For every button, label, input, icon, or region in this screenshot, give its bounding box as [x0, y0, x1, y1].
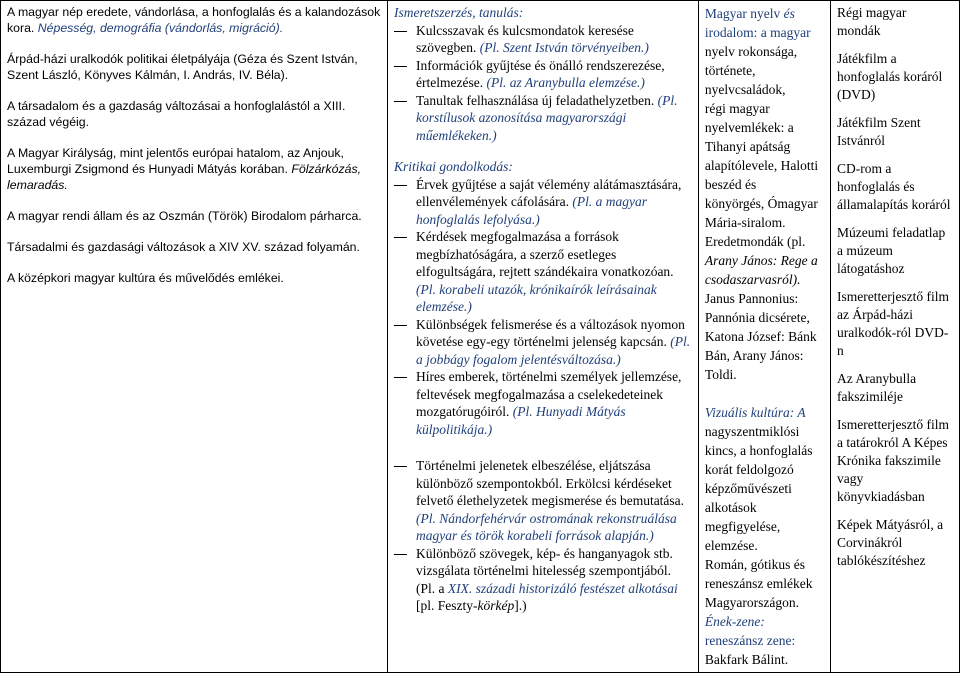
connection-line: nagyszentmiklósi	[704, 424, 800, 439]
list-item: Információk gyűjtése és önálló rendszerezése, értelmezése. (Pl. az Aranybulla elemzése.)	[394, 57, 692, 92]
topic-paragraph	[7, 145, 381, 193]
connection-line: története,	[704, 63, 756, 78]
resource-item: Ismeretterjesztő film az Árpád-házi uralkodók-ról DVD-n	[836, 289, 950, 358]
connection-line: Eredetmondák (pl.	[704, 234, 806, 249]
list-item: Különböző szövegek, kép- és hanganyagok stb. vizsgálata történelmi hitelesség szempontjából. (Pl. a XIX. századi historizáló festészet alkotásai [pl. Feszty-körkép].)	[394, 545, 692, 615]
connection-line: Bakfark Bálint.	[704, 652, 789, 667]
connection-line: reneszánsz zene:	[704, 633, 796, 648]
connection-line: korát feldolgozó	[704, 462, 794, 477]
connection-line: alkotások	[704, 500, 757, 515]
spacer	[705, 384, 824, 403]
skills-list	[394, 457, 692, 615]
connection-line: kincs, a honfoglalás	[704, 443, 813, 458]
connection-line: nyelvemlékek: a	[704, 120, 794, 135]
connection-line: könyörgés, Ómagyar	[704, 196, 818, 211]
list-item: Híres emberek, történelmi személyek jellemzése, feltevések megfogalmazása a cselekedeteinek mozgatórugóiról. (Pl. Hunyadi Mátyás külpolitikája.)	[394, 368, 692, 438]
skills-column	[388, 1, 699, 673]
topic-paragraph: Társadalmi és gazdasági változások a XIV XV. század folyamán.	[7, 240, 360, 254]
resource-item: CD-rom a honfoglalás és államalapítás koráról	[836, 161, 951, 212]
resource-item: Játékfilm Szent Istvánról	[836, 115, 921, 148]
topic-text: A magyar nép eredete, vándorlása, a honfoglalás és a kalandozások kora.	[7, 5, 381, 35]
connection-line: Magyarországon.	[704, 595, 799, 610]
topics-column	[1, 1, 388, 673]
topic-paragraph	[7, 4, 381, 36]
connection-line: képzőművészeti	[704, 481, 792, 496]
topic-paragraph: A magyar rendi állam és az Oszmán (Török) Birodalom párharca.	[7, 209, 362, 223]
connection-line: megfigyelése,	[704, 519, 781, 534]
topic-text: A Magyar Királyság, mint jelentős európai hatalom, az Anjouk, Luxemburgi Zsigmond és Hunyadi Mátyás korában.	[7, 146, 344, 176]
connection-line: irodalom: a magyar	[704, 25, 811, 40]
spacer	[394, 144, 692, 158]
connection-line: Magyar nyelv és	[704, 6, 795, 21]
connection-line: Ének-zene:	[704, 614, 765, 629]
list-item: Kérdések megfogalmazása a források megbízhatóságára, a szerző esetleges elfogultságára, rejtett szándékaira vonatkozóan. (Pl. korabeli utazók, krónikaírók leírásainak elemzése.)	[394, 228, 692, 316]
connection-line: nyelvcsaládok,	[704, 82, 786, 97]
connection-line: alapítólevele, Halotti	[704, 158, 819, 173]
connection-line: elemzése.	[704, 538, 758, 553]
connection-line: Bán, Arany János:	[704, 348, 804, 363]
list-item: Történelmi jelenetek elbeszélése, eljátszása különböző szempontokból. Erkölcsi kérdéseket felvető élethelyzetek megismerése és bemutatása. (Pl. Nándorfehérvár ostromának rekonstruálása magyar és török korabeli források alapján.)	[394, 457, 692, 545]
connection-line: beszéd és	[704, 177, 757, 192]
connection-line: Katona József: Bánk	[704, 329, 817, 344]
topic-paragraph: Árpád-házi uralkodók politikai életpályája (Géza és Szent István, Szent László, Könyves Kálmán, I. András, IV. Béla).	[7, 52, 358, 82]
section-heading: Kritikai gondolkodás:	[394, 159, 513, 174]
skills-list	[394, 176, 692, 439]
connection-line: Toldi.	[704, 367, 737, 382]
skills-list	[394, 22, 692, 145]
list-item: Érvek gyűjtése a saját vélemény alátámasztására, ellenvélemények cáfolására. (Pl. a magyar honfoglalás lefolyása.)	[394, 176, 692, 229]
topic-note: Népesség, demográfia (vándorlás, migráció).	[37, 21, 284, 35]
connection-line: Román, gótikus és	[704, 557, 806, 572]
resource-item: Múzeumi feladatlap a múzeum látogatáshoz	[836, 225, 946, 276]
spacer	[394, 438, 692, 457]
connection-line: csodaszarvasról).	[704, 272, 801, 287]
connections-column	[698, 1, 830, 673]
resource-item: Játékfilm a honfoglalás koráról (DVD)	[836, 51, 943, 102]
resource-item: Az Aranybulla fakszimiléje	[836, 371, 917, 404]
connection-line: Tihanyi apátság	[704, 139, 791, 154]
resource-item: Régi magyar mondák	[836, 5, 907, 38]
connection-line: Mária-siralom.	[704, 215, 786, 230]
list-item: Kulcsszavak és kulcsmondatok keresése szövegben. (Pl. Szent István törvényeiben.)	[394, 22, 692, 57]
list-item: Tanultak felhasználása új feladathelyzetben. (Pl. korstílusok azonosítása magyarországi műemlékeken.)	[394, 92, 692, 145]
topic-paragraph: A középkori magyar kultúra és művelődés emlékei.	[7, 271, 284, 285]
connection-line: Vizuális kultúra: A	[704, 405, 806, 420]
list-item: Különbségek felismerése és a változások nyomon követése egy-egy történelmi jelenség kapcsán. (Pl. a jobbágy fogalom jelentésváltozása.)	[394, 316, 692, 369]
connection-line: Arany János: Rege a	[704, 253, 818, 268]
connection-line: nyelv rokonsága,	[704, 44, 798, 59]
connection-line: régi magyar	[704, 101, 770, 116]
section-heading: Ismeretszerzés, tanulás:	[394, 5, 524, 20]
connection-line: Janus Pannonius:	[704, 291, 799, 306]
table-row	[1, 1, 960, 673]
resource-item: Ismeretterjesztő film a tatárokról A Képes Krónika fakszimile vagy könyvkiadásban	[836, 417, 950, 504]
topic-paragraph: A társadalom és a gazdaság változásai a honfoglalástól a XIII. század végéig.	[7, 99, 346, 129]
topic-note: Fölzárkózás, lemaradás.	[7, 162, 362, 192]
connection-line: Pannónia dicsérete,	[704, 310, 810, 325]
resource-item: Képek Mátyásról, a Corvinákról tablókészítéshez	[836, 517, 944, 568]
connection-line: reneszánsz emlékek	[704, 576, 813, 591]
resources-column	[830, 1, 959, 673]
